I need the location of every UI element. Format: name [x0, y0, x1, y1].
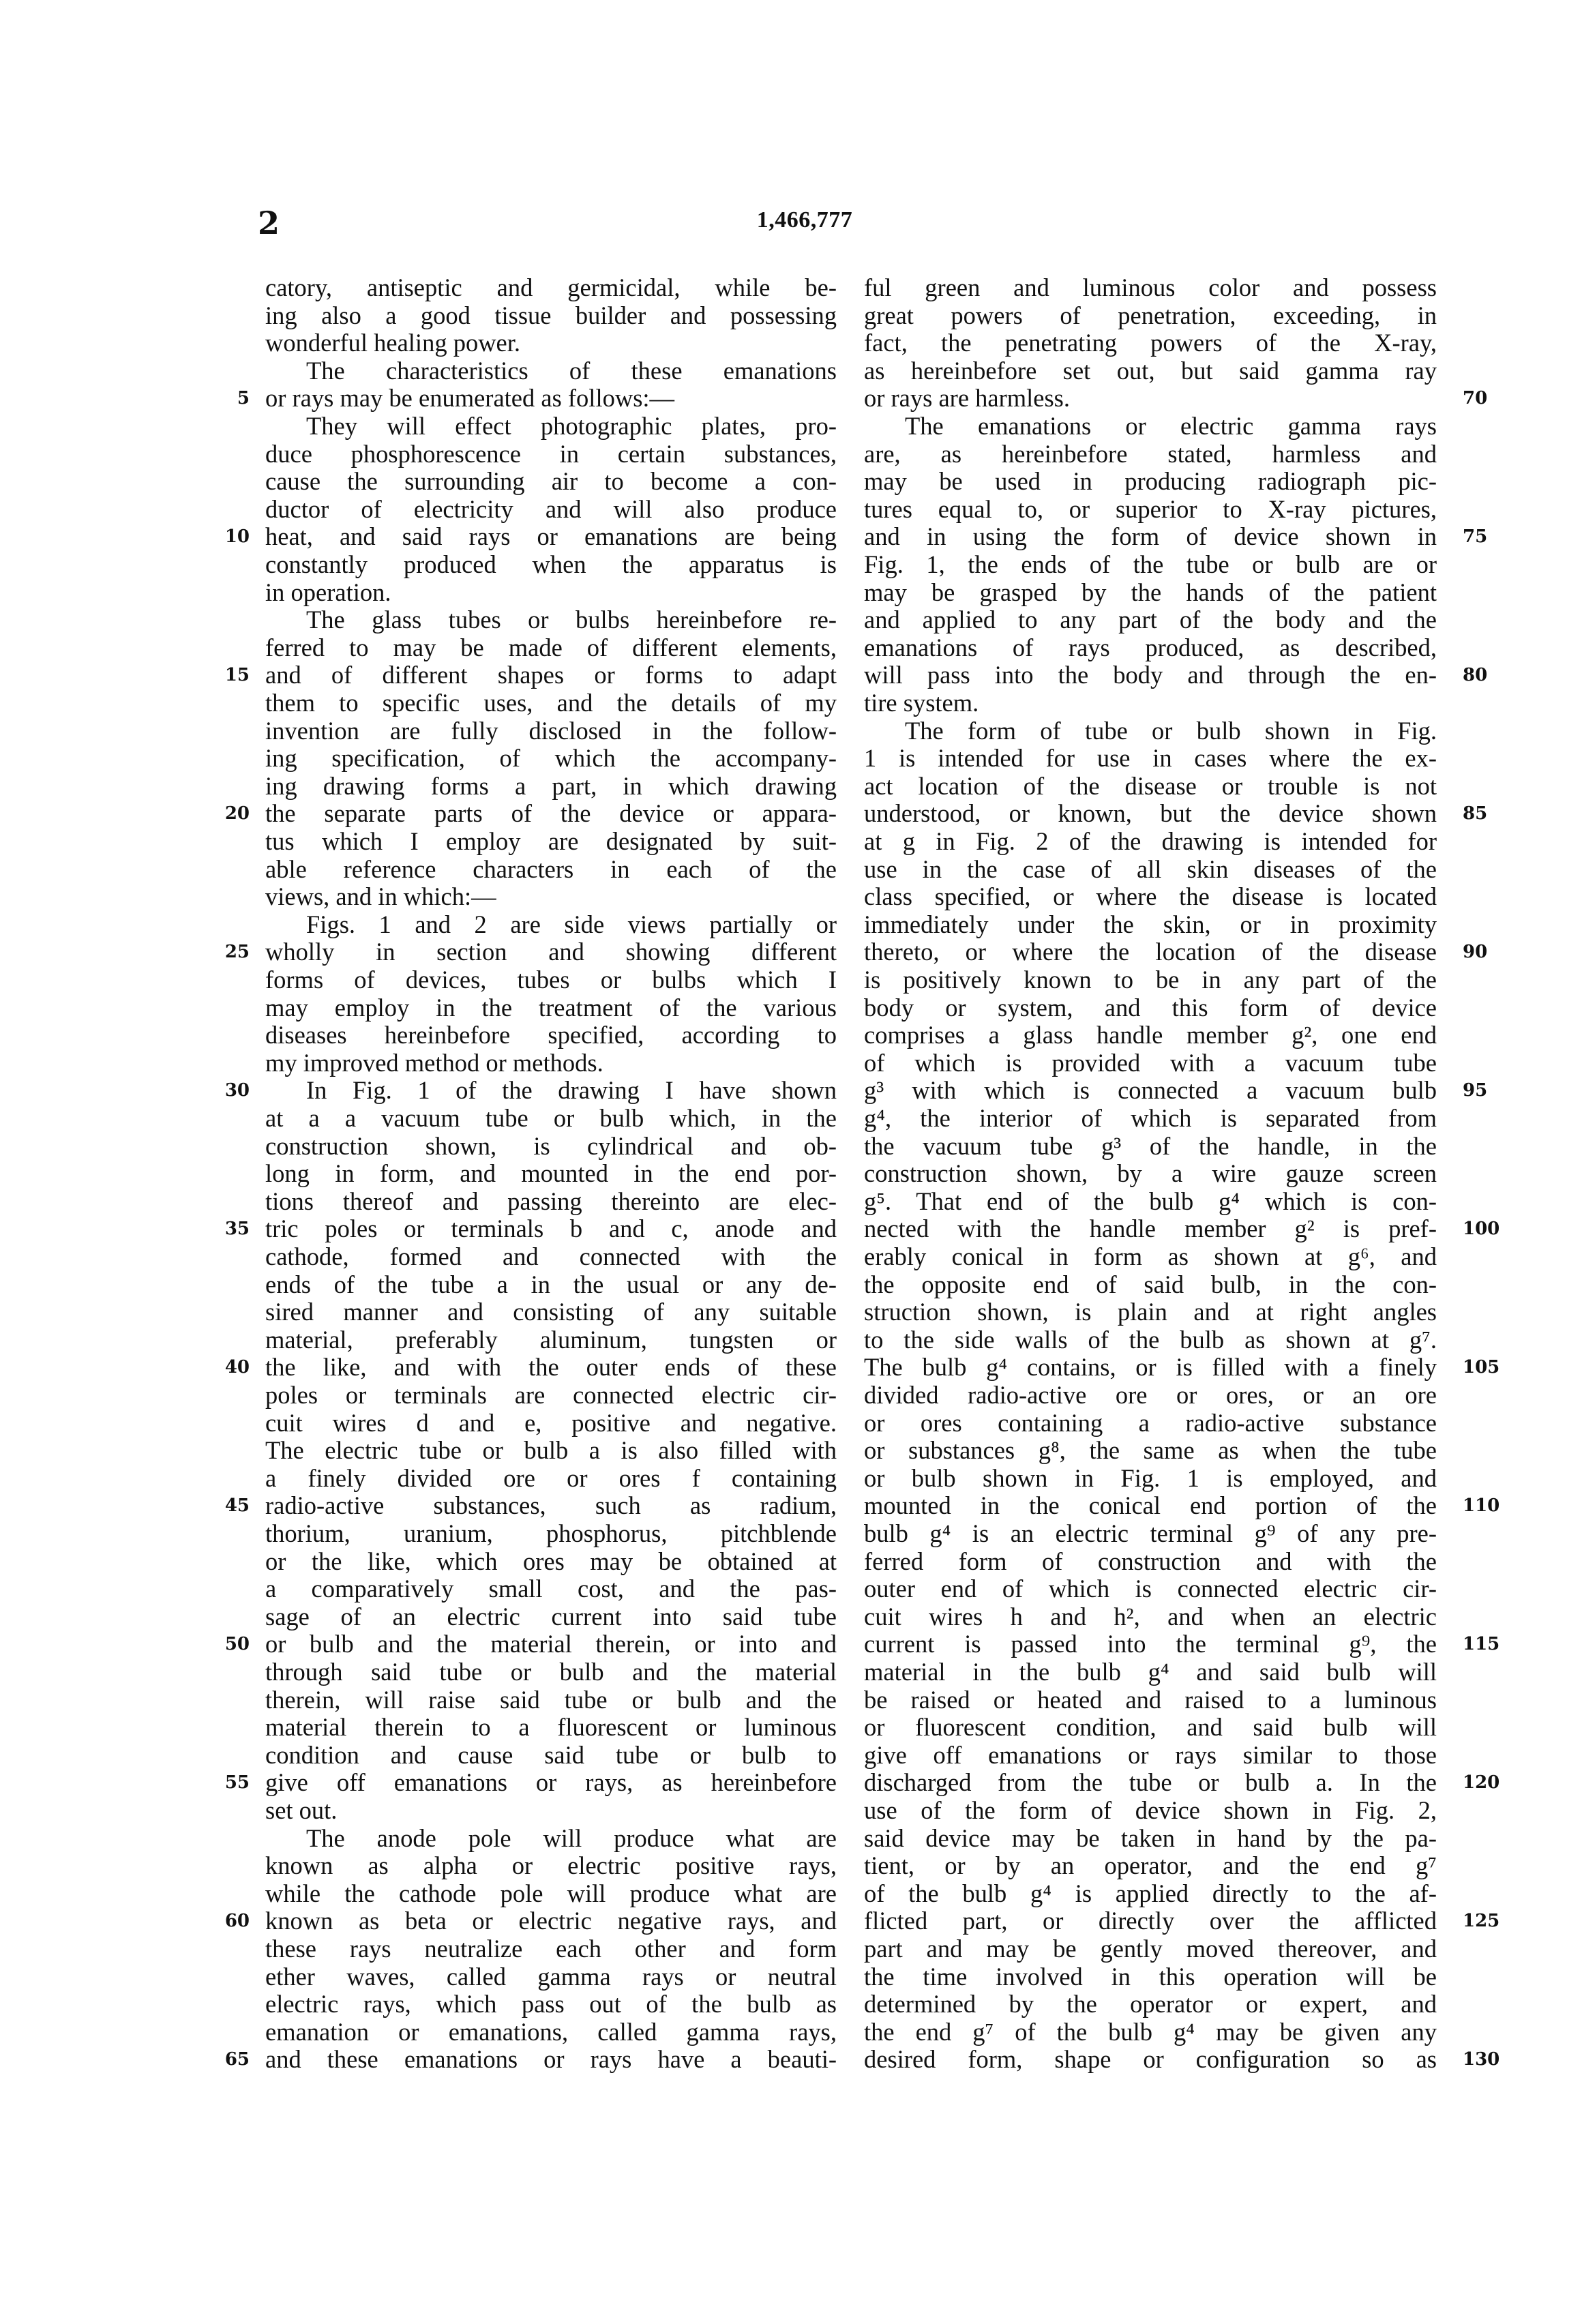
text-line: nected with the handle member g² is pref- [864, 1215, 1437, 1243]
line-number: 25 [224, 942, 250, 963]
text-line: through said tube or bulb and the material [265, 1658, 837, 1686]
text-line: current is passed into the terminal g⁹, the [864, 1630, 1437, 1658]
line-number: 120 [1463, 1772, 1500, 1793]
text-line: poles or terminals are connected electric cir- [265, 1381, 837, 1409]
text-line: tus which I employ are designated by suit- [265, 827, 837, 855]
text-line: is positively known to be in any part of the [864, 966, 1437, 994]
line-number: 70 [1463, 388, 1488, 409]
text-line: tures equal to, or superior to X-ray pictures, [864, 494, 1437, 523]
text-line: or ores containing a radio-active substance [864, 1408, 1437, 1437]
text-line: may be grasped by the hands of the patient [864, 578, 1437, 606]
text-line: cause the surrounding air to become a con- [265, 467, 837, 496]
text-line: use of the form of device shown in Fig. 2, [864, 1796, 1437, 1824]
text-line: g³ with which is connected a vacuum bulb [864, 1076, 1437, 1105]
text-line: condition and cause said tube or bulb to [265, 1740, 837, 1769]
text-line: as hereinbefore set out, but said gamma ray [864, 356, 1437, 385]
text-line: sired manner and consisting of any suitable [265, 1298, 837, 1326]
text-line: emanation or emanations, called gamma rays, [265, 2017, 837, 2046]
text-line: divided radio-active ore or ores, or an ore [864, 1381, 1437, 1409]
text-line: them to specific uses, and the details of my [265, 689, 837, 717]
line-number: 40 [224, 1357, 250, 1378]
text-line: The glass tubes or bulbs hereinbefore re- [306, 606, 837, 634]
text-line: desired form, shape or configuration so as [864, 2045, 1437, 2074]
text-line: immediately under the skin, or in proximity [864, 910, 1437, 938]
text-line: these rays neutralize each other and form [265, 1935, 837, 1963]
line-number: 80 [1463, 665, 1488, 686]
text-line: use in the case of all skin diseases of the [864, 854, 1437, 883]
line-number: 50 [224, 1634, 250, 1655]
line-number: 55 [224, 1772, 250, 1793]
text-line: catory, antiseptic and germicidal, while be- [265, 273, 837, 301]
text-line: class specified, or where the disease is located [864, 882, 1437, 911]
text-line: Figs. 1 and 2 are side views partially or [306, 910, 837, 938]
line-number: 75 [1463, 526, 1488, 548]
text-line: 1 is intended for use in cases where the ex- [864, 744, 1437, 773]
text-line: the separate parts of the device or appara- [265, 799, 837, 828]
text-line: and of different shapes or forms to adapt [265, 661, 837, 689]
text-line: fact, the penetrating powers of the X-ray, [864, 329, 1437, 357]
text-line: tient, or by an operator, and the end g⁷ [864, 1851, 1437, 1880]
text-line: emanations of rays produced, as described, [864, 633, 1437, 661]
text-line: great powers of penetration, exceeding, in [864, 301, 1437, 329]
text-line: may employ in the treatment of the various [265, 993, 837, 1022]
text-line: may be used in producing radiograph pic- [864, 467, 1437, 496]
text-line: the end g⁷ of the bulb g⁴ may be given any [864, 2017, 1437, 2046]
text-line: struction shown, is plain and at right angles [864, 1298, 1437, 1326]
line-number: 15 [224, 665, 250, 686]
text-line: ends of the tube a in the usual or any de- [265, 1270, 837, 1298]
text-line: The anode pole will produce what are [306, 1823, 837, 1852]
text-line: said device may be taken in hand by the pa- [864, 1823, 1437, 1852]
line-number: 90 [1463, 942, 1488, 963]
text-line: be raised or heated and raised to a luminous [864, 1685, 1437, 1714]
text-line: ing specification, of which the accompany- [265, 744, 837, 773]
text-line: tric poles or terminals b and c, anode and [265, 1215, 837, 1243]
text-line: material in the bulb g⁴ and said bulb will [864, 1658, 1437, 1686]
text-line: at g in Fig. 2 of the drawing is intended for [864, 827, 1437, 855]
text-line: material, preferably aluminum, tungsten or [265, 1325, 837, 1354]
text-line: my improved method or methods. [265, 1048, 603, 1077]
text-line: in operation. [265, 578, 391, 606]
line-number: 5 [237, 388, 250, 409]
text-line: radio-active substances, such as radium, [265, 1491, 837, 1520]
line-number: 95 [1463, 1080, 1488, 1101]
text-line: long in form, and mounted in the end por- [265, 1159, 837, 1188]
text-line: ferred to may be made of different elements, [265, 633, 837, 661]
text-line: comprises a glass handle member g², one end [864, 1021, 1437, 1049]
text-line: act location of the disease or trouble is not [864, 771, 1437, 800]
text-line: The electric tube or bulb a is also filled with [265, 1436, 837, 1465]
line-number: 45 [224, 1495, 250, 1517]
text-line: and these emanations or rays have a beauti- [265, 2045, 837, 2074]
text-line: The characteristics of these emanations [306, 356, 837, 385]
text-line: construction shown, is cylindrical and ob- [265, 1131, 837, 1160]
text-line: of the bulb g⁴ is applied directly to the af- [864, 1879, 1437, 1907]
text-line: diseases hereinbefore specified, according to [265, 1021, 837, 1049]
line-number: 105 [1463, 1357, 1500, 1378]
text-line: a finely divided ore or ores f containing [265, 1463, 837, 1492]
text-line: discharged from the tube or bulb a. In the [864, 1768, 1437, 1797]
line-number: 85 [1463, 803, 1488, 824]
line-number: 115 [1463, 1634, 1500, 1655]
text-line: cuit wires d and e, positive and negative. [265, 1408, 837, 1437]
text-line: ing also a good tissue builder and possessing [265, 301, 837, 329]
text-line: invention are fully disclosed in the follow- [265, 716, 837, 745]
text-line: ful green and luminous color and possess [864, 273, 1437, 301]
line-number: 60 [224, 1911, 250, 1932]
text-line: bulb g⁴ is an electric terminal g⁹ of any pre- [864, 1519, 1437, 1547]
text-line: or substances g⁸, the same as when the tube [864, 1436, 1437, 1465]
text-line: The form of tube or bulb shown in Fig. [905, 716, 1437, 745]
text-line: the time involved in this operation will be [864, 1962, 1437, 1991]
text-line: at a a vacuum tube or bulb which, in the [265, 1104, 837, 1132]
text-line: duce phosphorescence in certain substances, [265, 439, 837, 468]
text-line: ing drawing forms a part, in which drawing [265, 771, 837, 800]
text-line: part and may be gently moved thereover, and [864, 1935, 1437, 1963]
text-line: give off emanations or rays, as hereinbefore [265, 1768, 837, 1797]
text-line: The bulb g⁴ contains, or is filled with a finely [864, 1353, 1437, 1382]
text-line: or fluorescent condition, and said bulb will [864, 1713, 1437, 1742]
text-line: ether waves, called gamma rays or neutral [265, 1962, 837, 1991]
text-line: or bulb shown in Fig. 1 is employed, and [864, 1463, 1437, 1492]
text-line: known as alpha or electric positive rays, [265, 1851, 837, 1880]
line-number: 125 [1463, 1911, 1500, 1932]
text-line: the opposite end of said bulb, in the con- [864, 1270, 1437, 1298]
text-line: give off emanations or rays similar to those [864, 1740, 1437, 1769]
text-line: erably conical in form as shown at g⁶, and [864, 1242, 1437, 1270]
text-line: to the side walls of the bulb as shown at g⁷. [864, 1325, 1437, 1354]
text-line: wholly in section and showing different [265, 938, 837, 966]
line-number: 35 [224, 1219, 250, 1240]
text-line: constantly produced when the apparatus is [265, 550, 837, 578]
text-line: wonderful healing power. [265, 329, 521, 357]
text-line: tions thereof and passing thereinto are elec- [265, 1187, 837, 1215]
text-line: ductor of electricity and will also produce [265, 494, 837, 523]
text-line: material therein to a fluorescent or luminous [265, 1713, 837, 1742]
line-number: 30 [224, 1080, 250, 1101]
text-line: Fig. 1, the ends of the tube or bulb are or [864, 550, 1437, 578]
text-line: forms of devices, tubes or bulbs which I [265, 966, 837, 994]
text-line: and in using the form of device shown in [864, 522, 1437, 551]
text-line: body or system, and this form of device [864, 993, 1437, 1022]
text-line: while the cathode pole will produce what are [265, 1879, 837, 1907]
patent-number: 1,466,777 [756, 207, 853, 233]
text-line: tire system. [864, 689, 979, 717]
text-line: thereto, or where the location of the disease [864, 938, 1437, 966]
text-line: construction shown, by a wire gauze screen [864, 1159, 1437, 1188]
text-line: of which is provided with a vacuum tube [864, 1048, 1437, 1077]
text-line: the like, and with the outer ends of these [265, 1353, 837, 1382]
text-line: They will effect photographic plates, pro- [306, 412, 837, 440]
text-line: ferred form of construction and with the [864, 1547, 1437, 1575]
text-line: sage of an electric current into said tube [265, 1602, 837, 1630]
line-number: 65 [224, 2049, 250, 2070]
page-number: 2 [258, 205, 280, 241]
text-line: g⁵. That end of the bulb g⁴ which is con- [864, 1187, 1437, 1215]
line-number: 10 [224, 526, 250, 548]
line-number: 130 [1463, 2049, 1500, 2070]
text-line: are, as hereinbefore stated, harmless and [864, 439, 1437, 468]
text-line: or rays may be enumerated as follows:— [265, 384, 675, 413]
text-line: and applied to any part of the body and the [864, 606, 1437, 634]
text-line: The emanations or electric gamma rays [905, 412, 1437, 440]
text-line: a comparatively small cost, and the pas- [265, 1575, 837, 1603]
text-line: therein, will raise said tube or bulb and the [265, 1685, 837, 1714]
text-line: electric rays, which pass out of the bulb as [265, 1990, 837, 2018]
text-line: able reference characters in each of the [265, 854, 837, 883]
text-line: understood, or known, but the device shown [864, 799, 1437, 828]
text-line: set out. [265, 1796, 338, 1824]
text-line: or bulb and the material therein, or into and [265, 1630, 837, 1658]
line-number: 20 [224, 803, 250, 824]
text-line: or rays are harmless. [864, 384, 1071, 413]
text-line: determined by the operator or expert, and [864, 1990, 1437, 2018]
text-line: thorium, uranium, phosphorus, pitchblende [265, 1519, 837, 1547]
text-line: views, and in which:— [265, 882, 496, 911]
text-line: mounted in the conical end portion of the [864, 1491, 1437, 1520]
text-line: cathode, formed and connected with the [265, 1242, 837, 1270]
text-line: the vacuum tube g³ of the handle, in the [864, 1131, 1437, 1160]
text-line: g⁴, the interior of which is separated from [864, 1104, 1437, 1132]
text-line: cuit wires h and h², and when an electric [864, 1602, 1437, 1630]
text-line: heat, and said rays or emanations are being [265, 522, 837, 551]
text-line: outer end of which is connected electric cir- [864, 1575, 1437, 1603]
text-line: In Fig. 1 of the drawing I have shown [306, 1076, 837, 1105]
text-line: or the like, which ores may be obtained at [265, 1547, 837, 1575]
line-number: 110 [1463, 1495, 1500, 1517]
line-number: 100 [1463, 1219, 1500, 1240]
text-line: flicted part, or directly over the afflicted [864, 1907, 1437, 1935]
text-line: will pass into the body and through the en- [864, 661, 1437, 689]
text-line: known as beta or electric negative rays, and [265, 1907, 837, 1935]
